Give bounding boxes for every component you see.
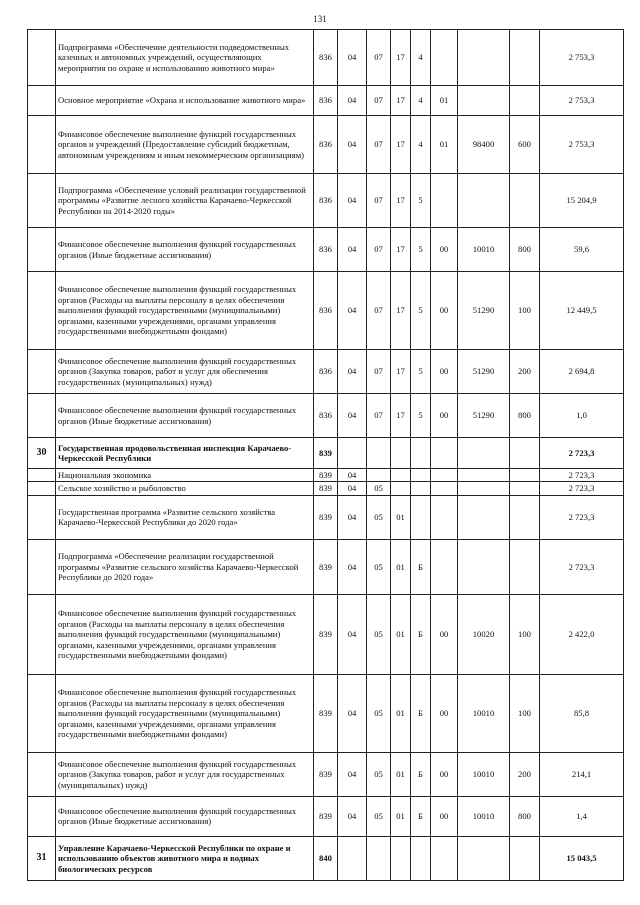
code-cell-rz: 04 [338,394,367,438]
amount-cell: 15 043,5 [540,836,624,880]
table-row [28,482,624,495]
code-cell-rz: 04 [338,752,367,796]
code-cell-cs1: 01 [391,752,411,796]
code-cell-grbs: 836 [314,228,338,272]
row-name-cell: Подпрограмма «Обеспечение условий реализации государственной программы «Развитие лесного хозяйства Карачаево-Черкесской Республики на 2014-2020 годы» [56,174,314,228]
code-cell-vr [510,86,540,116]
table-row [28,469,624,482]
code-cell-rz: 04 [338,539,367,594]
code-cell-cs2: Б [411,752,431,796]
code-cell-cs2 [411,438,431,469]
table-row [28,86,624,116]
code-cell-rz: 04 [338,228,367,272]
code-cell-cs1: 17 [391,228,411,272]
code-cell-pr: 07 [367,394,391,438]
code-cell-grbs: 839 [314,438,338,469]
row-name-cell: Государственная продовольственная инспекция Карачаево-Черкесской Республики [56,438,314,469]
code-cell-rz: 04 [338,495,367,539]
code-cell-vr [510,469,540,482]
amount-cell: 12 449,5 [540,272,624,350]
code-cell-cs1: 17 [391,394,411,438]
row-number-cell [28,30,56,86]
amount-cell: 2 723,3 [540,495,624,539]
budget-table [27,29,624,881]
code-cell-grbs: 839 [314,752,338,796]
code-cell-vr: 200 [510,350,540,394]
code-cell-rz: 04 [338,796,367,836]
amount-cell: 59,6 [540,228,624,272]
table-row [28,674,624,752]
amount-cell: 2 723,3 [540,469,624,482]
code-cell-grbs: 836 [314,394,338,438]
amount-cell: 214,1 [540,752,624,796]
code-cell-cs4 [458,438,510,469]
code-cell-cs4 [458,469,510,482]
code-cell-vr: 800 [510,228,540,272]
code-cell-grbs: 836 [314,350,338,394]
code-cell-cs4 [458,836,510,880]
code-cell-cs2: 5 [411,228,431,272]
row-name-cell: Подпрограмма «Обеспечение реализации государственной программы «Развитие сельского хозяйства Карачаево-Черкесской Республики до 2020 года» [56,539,314,594]
code-cell-cs3: 01 [431,116,458,174]
code-cell-rz: 04 [338,674,367,752]
code-cell-pr: 07 [367,116,391,174]
code-cell-grbs: 836 [314,174,338,228]
row-name-cell: Финансовое обеспечение выполнения функций государственных органов (Расходы на выплаты персоналу в целях обеспечения выполнения функций государственными (муниципальными) органами, казенными учреждениями, органами управления государственными внебюджетными фондами) [56,272,314,350]
code-cell-vr [510,174,540,228]
code-cell-pr [367,438,391,469]
row-number-cell [28,796,56,836]
amount-cell: 1,4 [540,796,624,836]
row-number-cell [28,394,56,438]
code-cell-cs3: 00 [431,594,458,674]
code-cell-cs2: Б [411,674,431,752]
code-cell-cs4 [458,482,510,495]
table-row [28,228,624,272]
code-cell-vr: 100 [510,594,540,674]
row-number-cell: 31 [28,836,56,880]
code-cell-cs3 [431,539,458,594]
code-cell-cs2 [411,482,431,495]
code-cell-cs4 [458,30,510,86]
code-cell-grbs: 840 [314,836,338,880]
code-cell-cs3: 01 [431,86,458,116]
code-cell-cs1: 17 [391,86,411,116]
code-cell-cs3: 00 [431,228,458,272]
code-cell-cs2: 4 [411,30,431,86]
code-cell-cs4: 51290 [458,394,510,438]
code-cell-cs2: 4 [411,86,431,116]
code-cell-cs3 [431,469,458,482]
row-number-cell [28,116,56,174]
code-cell-rz: 04 [338,482,367,495]
row-name-cell: Финансовое обеспечение выполнения функций государственных органов (Закупка товаров, работ и услуг для обеспечения государственных (муниципальных) нужд) [56,350,314,394]
code-cell-cs3: 00 [431,674,458,752]
code-cell-cs1 [391,438,411,469]
table-row [28,796,624,836]
code-cell-grbs: 839 [314,796,338,836]
code-cell-rz: 04 [338,350,367,394]
code-cell-cs3 [431,482,458,495]
code-cell-cs4: 10010 [458,796,510,836]
row-name-cell: Национальная экономика [56,469,314,482]
code-cell-grbs: 836 [314,116,338,174]
code-cell-cs1: 17 [391,30,411,86]
code-cell-cs4: 10010 [458,752,510,796]
code-cell-grbs: 839 [314,495,338,539]
code-cell-cs3 [431,495,458,539]
amount-cell: 2 694,8 [540,350,624,394]
code-cell-pr: 07 [367,174,391,228]
code-cell-cs1: 17 [391,116,411,174]
code-cell-cs2: Б [411,594,431,674]
code-cell-grbs: 836 [314,272,338,350]
code-cell-vr [510,30,540,86]
code-cell-pr: 05 [367,482,391,495]
amount-cell: 2 753,3 [540,30,624,86]
row-number-cell [28,594,56,674]
code-cell-grbs: 839 [314,594,338,674]
code-cell-pr: 05 [367,594,391,674]
code-cell-grbs: 839 [314,539,338,594]
code-cell-pr: 07 [367,350,391,394]
row-number-cell [28,752,56,796]
code-cell-cs3 [431,836,458,880]
code-cell-grbs: 839 [314,674,338,752]
code-cell-vr [510,438,540,469]
row-number-cell [28,272,56,350]
code-cell-cs2: 5 [411,174,431,228]
code-cell-cs2: 5 [411,394,431,438]
code-cell-cs1: 17 [391,350,411,394]
row-name-cell: Финансовое обеспечение выполнения функций государственных органов (Иные бюджетные ассигнования) [56,394,314,438]
row-number-cell: 30 [28,438,56,469]
code-cell-pr: 07 [367,228,391,272]
table-row [28,116,624,174]
code-cell-cs3 [431,30,458,86]
code-cell-vr [510,482,540,495]
table-row [28,350,624,394]
table-row [28,594,624,674]
code-cell-rz: 04 [338,30,367,86]
code-cell-cs2 [411,836,431,880]
table-row [28,495,624,539]
row-name-cell: Финансовое обеспечение выполнение функций государственных органов и учреждений (Предоставление субсидий бюджетным, автономным учреждениям и иным некоммерческим организациям) [56,116,314,174]
code-cell-cs1: 01 [391,796,411,836]
row-name-cell: Финансовое обеспечение выполнения функций государственных органов (Расходы на выплаты персоналу в целях обеспечения выполнения функций государственными (муниципальными) органами, казенными учреждениями, органами управления государственными внебюджетными фондами) [56,594,314,674]
code-cell-grbs: 839 [314,469,338,482]
code-cell-vr: 100 [510,674,540,752]
code-cell-cs3 [431,438,458,469]
code-cell-cs2: 4 [411,116,431,174]
code-cell-vr [510,495,540,539]
amount-cell: 15 204,9 [540,174,624,228]
code-cell-pr: 05 [367,539,391,594]
row-number-cell [28,86,56,116]
code-cell-vr: 800 [510,796,540,836]
code-cell-cs3: 00 [431,752,458,796]
code-cell-rz: 04 [338,116,367,174]
amount-cell: 85,8 [540,674,624,752]
code-cell-cs1: 17 [391,272,411,350]
row-number-cell [28,174,56,228]
code-cell-cs2: Б [411,796,431,836]
code-cell-pr: 07 [367,272,391,350]
row-name-cell: Финансовое обеспечение выполнения функций государственных органов (Иные бюджетные ассигнования) [56,228,314,272]
code-cell-rz: 04 [338,594,367,674]
code-cell-vr: 200 [510,752,540,796]
code-cell-vr: 100 [510,272,540,350]
amount-cell: 2 723,3 [540,482,624,495]
code-cell-cs2: 5 [411,350,431,394]
code-cell-cs3: 00 [431,272,458,350]
row-number-cell [28,228,56,272]
code-cell-cs4: 51290 [458,350,510,394]
code-cell-cs3: 00 [431,394,458,438]
row-number-cell [28,469,56,482]
code-cell-cs3: 00 [431,350,458,394]
code-cell-rz: 04 [338,86,367,116]
table-row [28,438,624,469]
code-cell-cs1 [391,482,411,495]
code-cell-cs4: 98400 [458,116,510,174]
code-cell-pr [367,836,391,880]
amount-cell: 2 723,3 [540,438,624,469]
code-cell-cs4: 10020 [458,594,510,674]
code-cell-cs2: Б [411,539,431,594]
code-cell-pr [367,469,391,482]
code-cell-pr: 07 [367,86,391,116]
row-name-cell: Финансовое обеспечение выполнения функций государственных органов (Расходы на выплаты персоналу в целях обеспечения выполнения функций государственными (муниципальными) органами, казенными учреждениями, органами управления государственными внебюджетными фондами) [56,674,314,752]
code-cell-pr: 05 [367,495,391,539]
code-cell-cs2 [411,469,431,482]
code-cell-rz: 04 [338,469,367,482]
code-cell-pr: 05 [367,796,391,836]
table-row [28,30,624,86]
row-name-cell: Финансовое обеспечение выполнения функций государственных органов (Закупка товаров, работ и услуг для государственных (муниципальных) нужд) [56,752,314,796]
code-cell-cs1: 01 [391,495,411,539]
code-cell-vr [510,836,540,880]
amount-cell: 2 753,3 [540,86,624,116]
row-number-cell [28,350,56,394]
code-cell-cs4 [458,86,510,116]
code-cell-vr: 600 [510,116,540,174]
code-cell-cs4 [458,539,510,594]
code-cell-cs3 [431,174,458,228]
code-cell-rz [338,438,367,469]
table-body [28,30,624,881]
code-cell-cs2: 5 [411,272,431,350]
table-row [28,272,624,350]
row-name-cell: Финансовое обеспечение выполнения функций государственных органов (Иные бюджетные ассигнования) [56,796,314,836]
row-name-cell: Основное мероприятие «Охрана и использование животного мира» [56,86,314,116]
code-cell-cs4: 10010 [458,228,510,272]
row-name-cell: Государственная программа «Развитие сельского хозяйства Карачаево-Черкесской Республики до 2020 года» [56,495,314,539]
code-cell-vr: 800 [510,394,540,438]
page-number: 131 [313,14,327,24]
code-cell-cs2 [411,495,431,539]
row-number-cell [28,539,56,594]
code-cell-cs4: 10010 [458,674,510,752]
row-number-cell [28,482,56,495]
code-cell-cs4: 51290 [458,272,510,350]
table-row [28,174,624,228]
code-cell-rz: 04 [338,272,367,350]
code-cell-cs1: 01 [391,594,411,674]
amount-cell: 2 753,3 [540,116,624,174]
table-row [28,752,624,796]
code-cell-cs1: 01 [391,674,411,752]
code-cell-cs4 [458,174,510,228]
code-cell-cs1: 01 [391,539,411,594]
code-cell-cs1 [391,836,411,880]
code-cell-grbs: 836 [314,86,338,116]
code-cell-rz: 04 [338,174,367,228]
amount-cell: 1,0 [540,394,624,438]
table-row [28,836,624,880]
row-name-cell: Управление Карачаево-Черкесской Республики по охране и использованию объектов животного мира и водных биологических ресурсов [56,836,314,880]
table-row [28,539,624,594]
code-cell-grbs: 839 [314,482,338,495]
code-cell-pr: 05 [367,674,391,752]
amount-cell: 2 422,0 [540,594,624,674]
code-cell-pr: 07 [367,30,391,86]
row-name-cell: Сельское хозяйство и рыболовство [56,482,314,495]
row-number-cell [28,495,56,539]
code-cell-cs3: 00 [431,796,458,836]
code-cell-vr [510,539,540,594]
code-cell-rz [338,836,367,880]
row-number-cell [28,674,56,752]
code-cell-grbs: 836 [314,30,338,86]
code-cell-cs4 [458,495,510,539]
amount-cell: 2 723,3 [540,539,624,594]
code-cell-pr: 05 [367,752,391,796]
table-row [28,394,624,438]
row-name-cell: Подпрограмма «Обеспечение деятельности подведомственных казенных и автономных учреждений, осуществляющих мероприятия по охране и использованию животного мира» [56,30,314,86]
code-cell-cs1: 17 [391,174,411,228]
code-cell-cs1 [391,469,411,482]
